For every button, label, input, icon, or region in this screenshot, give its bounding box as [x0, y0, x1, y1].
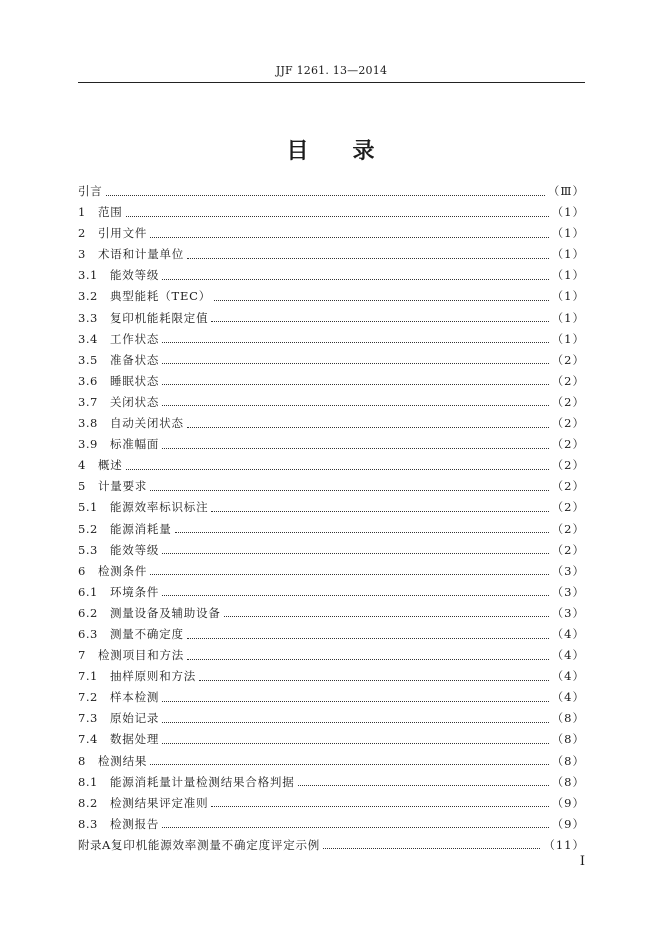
toc-section-title: 抽样原则和方法 — [110, 669, 197, 684]
toc-section-number: 7.1 — [78, 669, 98, 684]
toc-entry[interactable] — [78, 708, 585, 729]
toc-section-number: 3.7 — [78, 394, 98, 409]
toc-section-title: 标准幅面 — [110, 437, 160, 452]
table-of-contents — [78, 181, 585, 856]
toc-section-number: 3.5 — [78, 352, 98, 367]
toc-entry[interactable] — [78, 793, 585, 814]
toc-entry[interactable] — [78, 603, 585, 624]
toc-section-number: 1 — [78, 205, 86, 220]
toc-page-number: （2） — [551, 521, 585, 536]
toc-section-number: 6.1 — [78, 584, 98, 599]
toc-entry[interactable] — [78, 392, 585, 413]
toc-page-number: （1） — [551, 331, 585, 346]
toc-page-number: （1） — [551, 226, 585, 241]
page-title-part1: 目 — [286, 138, 311, 164]
toc-section-title: 环境条件 — [110, 584, 160, 599]
toc-page-number: （1） — [551, 268, 585, 283]
toc-section-title: 范围 — [98, 205, 123, 220]
toc-entry[interactable] — [78, 413, 585, 434]
toc-page-number: （2） — [551, 394, 585, 409]
toc-dot-leader — [199, 679, 549, 681]
toc-section-number: 3.3 — [78, 310, 98, 325]
toc-section-number: 3.2 — [78, 289, 98, 304]
toc-entry[interactable] — [78, 181, 585, 202]
toc-section-title: 工作状态 — [110, 331, 160, 346]
toc-section-title: 测量设备及辅助设备 — [110, 605, 221, 620]
toc-entry[interactable] — [78, 265, 585, 286]
toc-section-title: 检测结果 — [98, 753, 148, 768]
toc-page-number: （8） — [551, 753, 585, 768]
toc-entry[interactable] — [78, 687, 585, 708]
toc-section-title: 检测条件 — [98, 563, 148, 578]
toc-section-title: 能源消耗量计量检测结果合格判据 — [110, 774, 295, 789]
toc-section-title: 关闭状态 — [110, 394, 160, 409]
toc-section-title: 自动关闭状态 — [110, 416, 184, 431]
toc-page-number: （1） — [551, 247, 585, 262]
toc-page-number: （1） — [551, 289, 585, 304]
toc-section-title: 典型能耗（TEC） — [110, 289, 212, 304]
toc-entry[interactable] — [78, 540, 585, 561]
toc-section-title: 复印机能耗限定值 — [110, 310, 209, 325]
toc-dot-leader — [162, 742, 548, 744]
toc-entry[interactable] — [78, 666, 585, 687]
toc-page-number: （Ⅲ） — [547, 184, 585, 198]
page-number: Ⅰ — [579, 854, 585, 869]
toc-section-title: 引言 — [78, 184, 103, 198]
toc-entry[interactable] — [78, 497, 585, 518]
toc-entry[interactable] — [78, 202, 585, 223]
toc-section-title: 引用文件 — [98, 226, 148, 241]
toc-entry[interactable] — [78, 624, 585, 645]
toc-section-title: 测量不确定度 — [110, 626, 184, 641]
toc-dot-leader — [323, 847, 540, 849]
toc-dot-leader — [162, 552, 548, 554]
toc-section-number: 5.3 — [78, 542, 98, 557]
toc-entry[interactable] — [78, 329, 585, 350]
toc-page-number: （3） — [551, 605, 585, 620]
toc-entry[interactable] — [78, 244, 585, 265]
toc-section-title: 术语和计量单位 — [98, 247, 185, 262]
toc-section-number: 附录A — [78, 837, 111, 852]
toc-section-title: 检测项目和方法 — [98, 648, 185, 663]
toc-dot-leader — [162, 447, 548, 449]
toc-dot-leader — [211, 320, 548, 322]
toc-entry[interactable] — [78, 371, 585, 392]
toc-dot-leader — [162, 383, 548, 385]
toc-section-number: 7.2 — [78, 690, 98, 705]
toc-entry[interactable] — [78, 286, 585, 307]
toc-entry[interactable] — [78, 455, 585, 476]
toc-page-number: （2） — [551, 479, 585, 494]
toc-page-number: （2） — [551, 416, 585, 431]
toc-dot-leader — [211, 805, 548, 807]
toc-dot-leader — [187, 426, 549, 428]
toc-page-number: （11） — [543, 837, 585, 852]
toc-dot-leader — [150, 763, 548, 765]
toc-dot-leader — [162, 700, 548, 702]
toc-section-number: 5 — [78, 479, 86, 494]
toc-section-number: 8.1 — [78, 774, 98, 789]
toc-section-number: 6 — [78, 563, 86, 578]
toc-dot-leader — [214, 299, 549, 301]
toc-page-number: （9） — [551, 816, 585, 831]
toc-page-number: （9） — [551, 795, 585, 810]
toc-entry[interactable] — [78, 814, 585, 835]
toc-section-number: 2 — [78, 226, 86, 241]
toc-section-title: 准备状态 — [110, 352, 160, 367]
toc-section-number: 6.3 — [78, 626, 98, 641]
toc-entry[interactable] — [78, 645, 585, 666]
toc-page-number: （3） — [551, 563, 585, 578]
toc-section-number: 3.8 — [78, 416, 98, 431]
toc-entry[interactable] — [78, 729, 585, 750]
toc-entry[interactable] — [78, 751, 585, 772]
toc-dot-leader — [187, 637, 549, 639]
toc-page-number: （2） — [551, 500, 585, 515]
toc-entry[interactable] — [78, 835, 585, 856]
toc-section-title: 复印机能源效率测量不确定度评定示例 — [111, 837, 321, 852]
toc-entry[interactable] — [78, 350, 585, 371]
toc-dot-leader — [211, 510, 548, 512]
toc-section-number: 8 — [78, 753, 86, 768]
toc-dot-leader — [298, 784, 549, 786]
toc-dot-leader — [162, 721, 548, 723]
toc-page-number: （4） — [551, 648, 585, 663]
running-header: JJF 1261. 13—2014 — [275, 64, 388, 77]
toc-dot-leader — [162, 362, 548, 364]
page-title-part2: 录 — [352, 138, 377, 164]
toc-entry[interactable] — [78, 434, 585, 455]
toc-section-number: 3.4 — [78, 331, 98, 346]
toc-dot-leader — [162, 826, 548, 828]
toc-page-number: （1） — [551, 205, 585, 220]
toc-page-number: （4） — [551, 669, 585, 684]
toc-section-number: 4 — [78, 458, 86, 473]
toc-dot-leader — [150, 489, 548, 491]
toc-section-number: 6.2 — [78, 605, 98, 620]
toc-section-number: 3.1 — [78, 268, 98, 283]
toc-section-title: 样本检测 — [110, 690, 160, 705]
toc-dot-leader — [224, 615, 549, 617]
toc-dot-leader — [150, 573, 548, 575]
header-divider — [78, 82, 585, 83]
toc-section-number: 3 — [78, 247, 86, 262]
toc-section-title: 计量要求 — [98, 479, 148, 494]
toc-section-title: 能效等级 — [110, 268, 160, 283]
toc-section-title: 概述 — [98, 458, 123, 473]
toc-page-number: （3） — [551, 584, 585, 599]
toc-page-number: （4） — [551, 690, 585, 705]
toc-entry[interactable] — [78, 223, 585, 244]
toc-entry[interactable] — [78, 772, 585, 793]
toc-dot-leader — [162, 404, 548, 406]
toc-page-number: （2） — [551, 542, 585, 557]
toc-section-title: 检测结果评定准则 — [110, 795, 209, 810]
toc-section-title: 数据处理 — [110, 732, 160, 747]
toc-page-number: （2） — [551, 458, 585, 473]
toc-page-number: （8） — [551, 711, 585, 726]
toc-section-title: 原始记录 — [110, 711, 160, 726]
toc-page-number: （8） — [551, 732, 585, 747]
toc-section-number: 5.1 — [78, 500, 98, 515]
toc-section-number: 7.3 — [78, 711, 98, 726]
toc-section-title: 睡眠状态 — [110, 373, 160, 388]
toc-dot-leader — [162, 594, 548, 596]
toc-section-number: 8.2 — [78, 795, 98, 810]
toc-section-title: 检测报告 — [110, 816, 160, 831]
toc-entry[interactable] — [78, 308, 585, 329]
toc-dot-leader — [175, 531, 549, 533]
toc-dot-leader — [150, 236, 548, 238]
toc-section-number: 8.3 — [78, 816, 98, 831]
toc-dot-leader — [106, 194, 545, 196]
toc-entry[interactable] — [78, 519, 585, 540]
toc-section-title: 能源效率标识标注 — [110, 500, 209, 515]
toc-entry[interactable] — [78, 561, 585, 582]
toc-entry[interactable] — [78, 582, 585, 603]
toc-section-number: 3.9 — [78, 437, 98, 452]
toc-dot-leader — [126, 215, 549, 217]
toc-section-number: 3.6 — [78, 373, 98, 388]
toc-page-number: （4） — [551, 626, 585, 641]
toc-page-number: （1） — [551, 310, 585, 325]
toc-section-number: 7 — [78, 648, 86, 663]
toc-section-number: 7.4 — [78, 732, 98, 747]
toc-section-title: 能源消耗量 — [110, 521, 172, 536]
toc-page-number: （2） — [551, 352, 585, 367]
page-title — [78, 136, 585, 166]
toc-entry[interactable] — [78, 476, 585, 497]
toc-page-number: （2） — [551, 437, 585, 452]
toc-section-number: 5.2 — [78, 521, 98, 536]
toc-dot-leader — [162, 341, 548, 343]
toc-dot-leader — [187, 658, 549, 660]
toc-dot-leader — [187, 257, 549, 259]
toc-page-number: （8） — [551, 774, 585, 789]
toc-page-number: （2） — [551, 373, 585, 388]
toc-dot-leader — [126, 468, 549, 470]
toc-section-title: 能效等级 — [110, 542, 160, 557]
toc-dot-leader — [162, 278, 548, 280]
